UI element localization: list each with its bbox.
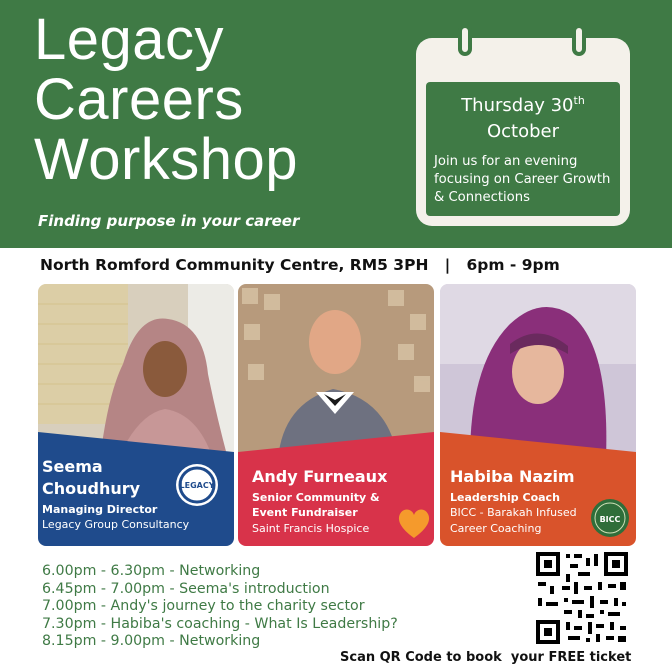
speaker-role: Managing Director xyxy=(42,503,158,516)
speaker-org-line1: BICC - Barakah Infused xyxy=(450,506,577,519)
speaker-org: Saint Francis Hospice xyxy=(252,522,370,535)
calendar-ring-left xyxy=(458,24,472,56)
event-description: Join us for an evening focusing on Career Growth & Connections xyxy=(434,154,611,205)
speaker-card-habiba xyxy=(440,284,636,546)
tagline: Finding purpose in your career xyxy=(38,212,300,230)
speaker-role-line2: Event Fundraiser xyxy=(252,506,358,519)
schedule-item: 7.00pm - Andy's journey to the charity sector xyxy=(42,598,365,614)
cta-text: Scan QR Code to book your FREE ticket xyxy=(340,650,632,665)
qr-code[interactable] xyxy=(534,550,630,646)
speaker-name: Andy Furneaux xyxy=(252,467,388,486)
title-line-2: Careers xyxy=(34,67,244,132)
speaker-org-line2: Career Coaching xyxy=(450,522,542,535)
calendar-icon xyxy=(416,38,630,226)
legacy-logo-text: LEGACY xyxy=(179,481,215,490)
speaker-role-line1: Senior Community & xyxy=(252,491,380,504)
page-title xyxy=(34,7,299,192)
bicc-logo-icon xyxy=(590,498,630,538)
event-date: Thursday 30th October xyxy=(461,94,585,142)
legacy-logo-icon xyxy=(174,462,220,508)
calendar-ring-right xyxy=(572,24,586,56)
venue-and-time: North Romford Community Centre, RM5 3PH | 6pm - 9pm xyxy=(40,256,560,274)
speaker-role: Leadership Coach xyxy=(450,491,560,504)
schedule-item: 8.15pm - 9.00pm - Networking xyxy=(42,633,261,649)
speaker-card-andy xyxy=(238,284,434,546)
heart-logo-icon xyxy=(396,506,432,540)
bicc-logo-text: BICC xyxy=(599,515,621,524)
title-line-1: Legacy xyxy=(34,7,225,72)
header-banner xyxy=(0,0,672,248)
speaker-card-seema xyxy=(38,284,234,546)
speaker-name-line2: Choudhury xyxy=(42,479,141,498)
event-details xyxy=(426,82,620,216)
title-line-3: Workshop xyxy=(34,127,299,192)
speaker-org: Legacy Group Consultancy xyxy=(42,518,190,531)
schedule-item: 6.45pm - 7.00pm - Seema's introduction xyxy=(42,580,330,597)
schedule-item: 7.30pm - Habiba's coaching - What Is Leadership? xyxy=(42,615,398,632)
schedule-item: 6.00pm - 6.30pm - Networking xyxy=(42,563,261,579)
schedule-list xyxy=(42,563,398,651)
speaker-name: Habiba Nazim xyxy=(450,467,575,486)
speaker-name-line1: Seema xyxy=(42,457,103,476)
